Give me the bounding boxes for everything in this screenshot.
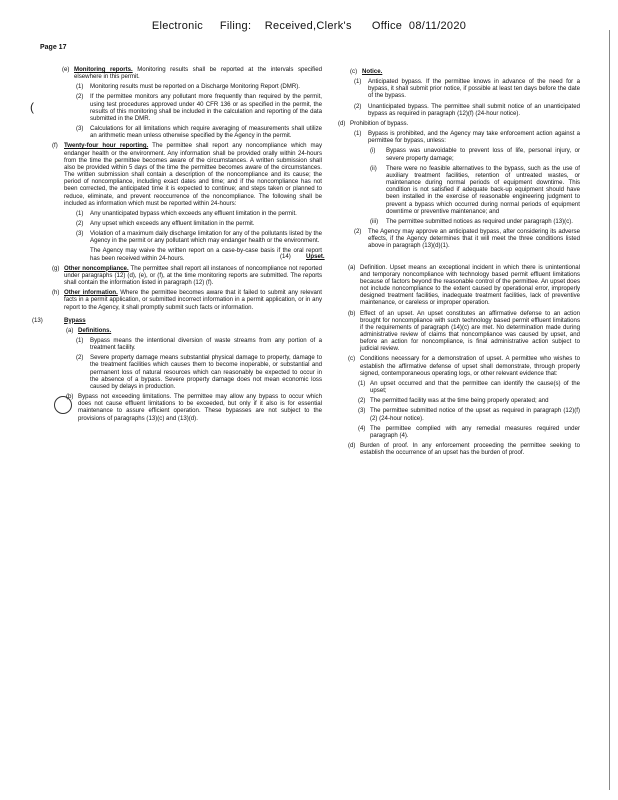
para-text: There were no feasible alternatives to the bypass, such as the use of auxiliary treatment facilities, retention of untreated wastes, or maintenance during normal periods of equipment downtime. This condition is not satisfied if adequate back-up equipment should have been installed in the exercise of reasonable engineering judgment to prevent a bypass which occurred during normal periods of equipment downtime or preventive maintenance; and <box>386 164 580 215</box>
section-14 <box>280 253 580 260</box>
para-label: (c) <box>350 68 358 75</box>
para-heading: Monitoring reports. <box>74 66 133 73</box>
para-14c-2 <box>318 397 580 404</box>
para-text: Calculations for all limitations which require averaging of measurements shall utilize an arithmetic mean unless otherwise specified by the Agency in the permit. <box>90 125 322 140</box>
para-label: (1) <box>354 78 362 86</box>
para-text: If the permittee monitors any pollutant more frequently than required by the permit, using test procedures approved under 40 CFR 136 or as specified in the permit, the results of this monitoring shall be included in the calculation and reporting of the data submitted in the DMR. <box>90 93 322 122</box>
para-text: The permitted facility was at the time being properly operated; and <box>370 397 549 405</box>
page-number: Page 17 <box>40 44 67 51</box>
para-14d <box>318 442 580 456</box>
para-12e-2 <box>40 93 322 122</box>
para-text: Monitoring results shall be reported at the intervals specified elsewhere in this permit. <box>74 66 322 81</box>
para-text: Any upset which exceeds any effluent limitation in the permit. <box>90 219 255 227</box>
para-13d-2 <box>318 228 580 249</box>
section-13 <box>32 316 322 324</box>
para-13d-1 <box>318 130 580 144</box>
para-text: Severe property damage means substantial physical damage to property, damage to the treatment facilities which causes them to become inoperable, or substantial and permanent loss of natural resources which can reasonably be expected to occur in the absence of a bypass. Severe property damage does not mean economic loss caused by delays in production. <box>90 354 322 390</box>
para-label: (f) <box>52 142 58 150</box>
para-text: An upset occurred and that the permittee can identify the cause(s) of the upset; <box>370 379 580 395</box>
para-13a-1 <box>40 337 322 351</box>
para-text: Unanticipated bypass. The permittee shall submit notice of an unanticipated bypass as required in paragraph (12)(f) (24-hour notice). <box>368 102 580 117</box>
para-12e-1 <box>40 83 322 90</box>
para-heading: Twenty-four hour reporting. <box>64 142 149 150</box>
para-label: (3) <box>76 125 84 133</box>
para-label: (b) <box>348 309 356 317</box>
para-label: (2) <box>358 397 366 405</box>
scan-edge-line <box>609 30 610 790</box>
para-text: Any unanticipated bypass which exceeds any effluent limitation in the permit. <box>90 209 297 217</box>
para-12f-2 <box>40 220 322 227</box>
para-label: (2) <box>354 102 362 110</box>
para-12e <box>40 66 322 80</box>
margin-bracket-mark: ( <box>30 100 34 114</box>
para-heading: Other noncompliance. <box>64 264 129 272</box>
para-label: (iii) <box>370 217 379 225</box>
para-label: (1) <box>76 209 84 217</box>
para-14b <box>318 310 580 353</box>
para-13c-2 <box>318 103 580 117</box>
para-text: Conditions necessary for a demonstration of upset. A permittee who wishes to establish the affirmative defense of upset shall demonstrate, through properly signed, contemporaneous operating logs, or other relevant evidence that: <box>360 355 580 377</box>
para-text: Anticipated bypass. If the permittee knows in advance of the need for a bypass, it shall submit prior notice, if possible at least ten days before the date of the bypass. <box>368 78 580 100</box>
para-13d <box>318 120 580 127</box>
para-13c-1 <box>318 78 580 99</box>
para-label: (2) <box>354 227 362 235</box>
para-13a <box>40 327 322 334</box>
para-text: The Agency may approve an anticipated bypass, after considering its adverse effects, if the Agency determines that it will meet the three conditions listed above in paragraph (13)(d)(1). <box>368 227 580 250</box>
para-14c-1 <box>318 380 580 394</box>
para-12f <box>40 142 322 206</box>
para-text: Bypass not exceeding limitations. The permittee may allow any bypass to occur which does not cause effluent limitations to be exceeded, but only if it also is for essential maintenance to assure efficient operation. These bypasses are not subject to the provisions of paragraphs (13)(c) and (13)(d). <box>78 393 322 422</box>
para-text: Monitoring results must be reported on a Discharge Monitoring Report (DMR). <box>90 83 300 91</box>
para-label: (1) <box>76 83 84 91</box>
para-heading: Other information. <box>64 289 118 297</box>
para-text: Definition. Upset means an exceptional incident in which there is unintentional and temporary noncompliance with technology based permit effluent limitations because of factors beyond the reasonable control of the permittee. An upset does not include noncompliance to the extent caused by operational error, improperly designed treatment facilities, inadequate treatment facilities, lack of preventive maintenance, or careless or improper operation. <box>360 263 580 307</box>
para-label: (1) <box>76 337 84 344</box>
para-text: Effect of an upset. An upset constitutes an affirmative defense to an action brought for noncompliance with such technology based permit effluent limitations if the requirements of paragraph (14)(c) are met. No determination made during administrative review of claims that noncompliance was caused by upset, and before an action for noncompliance, is final administrative action subject to judicial review. <box>360 309 580 353</box>
para-label: (2) <box>76 219 84 227</box>
para-14c-3 <box>318 407 580 421</box>
para-13c <box>318 68 580 75</box>
para-label: (3) <box>76 230 84 238</box>
para-text: Bypass means the intentional diversion of waste streams from any portion of a treatment facility. <box>90 337 322 352</box>
para-label: (c) <box>348 355 356 363</box>
para-text: Bypass was unavoidable to prevent loss of life, personal injury, or severe property damage; <box>386 147 580 162</box>
para-13b <box>40 393 322 422</box>
para-text: The permittee complied with any remedial measures required under paragraph (4). <box>370 424 580 439</box>
para-13d-1-i <box>318 147 580 161</box>
para-label: (d) <box>348 442 356 450</box>
para-14a <box>318 264 580 307</box>
para-label: (1) <box>358 379 366 387</box>
para-label: (a) <box>348 263 356 271</box>
para-label: (g) <box>52 264 60 272</box>
para-13d-1-iii <box>318 218 580 225</box>
para-label: (13) <box>32 316 43 324</box>
para-13d-1-ii <box>318 165 580 215</box>
para-label: (4) <box>358 424 366 432</box>
para-label: (3) <box>358 407 366 415</box>
para-heading: Bypass <box>64 316 86 324</box>
para-13a-2 <box>40 354 322 390</box>
para-text: Where the permittee becomes aware that it failed to submit any relevant facts in a permit application, or submitted incorrect information in a permit application, or in any report to the Agency, it shall promptly submit such facts or information. <box>64 289 322 311</box>
para-heading: Notice. <box>362 68 383 75</box>
filing-stamp-header: Electronic Filing: Received,Clerk's Office 08/11/2020 <box>151 20 467 32</box>
para-label: (e) <box>62 66 70 73</box>
para-text: The permittee shall report all instances of noncompliance not reported under paragraphs (12) (d), (e), or (f), at the time monitoring reports are submitted. The reports shall contain the information listed in paragraph (12) (f). <box>64 264 322 287</box>
left-column <box>32 66 322 425</box>
para-12g <box>40 265 322 286</box>
para-12f-1 <box>40 210 322 217</box>
para-text: Prohibition of bypass. <box>350 119 409 127</box>
para-label: (ii) <box>370 164 377 172</box>
para-label: (14) <box>280 253 291 261</box>
para-12h <box>40 289 322 310</box>
para-12f-3 <box>40 230 322 244</box>
para-label: (b) <box>66 393 74 401</box>
para-text: The permittee submitted notice of the upset as required in paragraph (12)(f)(2) (24-hour notice). <box>370 407 580 422</box>
para-label: (2) <box>76 354 84 362</box>
para-heading: Upset. <box>306 253 325 261</box>
para-text: Burden of proof. In any enforcement proceeding the permittee seeking to establish the occurrence of an upset has the burden of proof. <box>360 442 580 457</box>
para-label: (i) <box>370 147 376 155</box>
para-label: (2) <box>76 93 84 101</box>
para-text: The permittee shall report any noncompliance which may endanger health or the environment. Any information shall be provided orally within 24-hours from the time the permittee becomes aware of the circumstances. A written submission shall also be provided within 5 days of the time the permittee becomes aware of the circumstances. The written submission shall contain a description of the noncompliance and its cause; the period of noncompliance, including exact dates and time; and if the noncompliance has not been corrected, the anticipated time it is expected to continue; and steps taken or planned to reduce, eliminate, and prevent reoccurrence of the noncompliance. The following shall be included as information which must be reported within 24-hours: <box>64 142 322 207</box>
para-text: The permittee submitted notices as required under paragraph (13)(c). <box>386 217 573 225</box>
para-text: The Agency may waive the written report on a case-by-case basis if the oral report has been received within 24-hours. <box>90 247 322 262</box>
para-text: Bypass is prohibited, and the Agency may take enforcement action against a permittee for bypass, unless: <box>368 130 580 145</box>
para-label: (h) <box>52 289 60 297</box>
para-14c <box>318 355 580 376</box>
para-12e-3 <box>40 125 322 139</box>
para-label: (d) <box>338 119 346 127</box>
para-text: Violation of a maximum daily discharge limitation for any of the pollutants listed by the Agency in the permit or any pollutant which may endanger health or the environment. <box>90 230 322 245</box>
para-heading: Definitions. <box>78 326 112 334</box>
para-14c-4 <box>318 425 580 439</box>
para-label: (a) <box>66 326 74 334</box>
para-label: (1) <box>354 130 362 138</box>
right-column <box>280 68 580 459</box>
